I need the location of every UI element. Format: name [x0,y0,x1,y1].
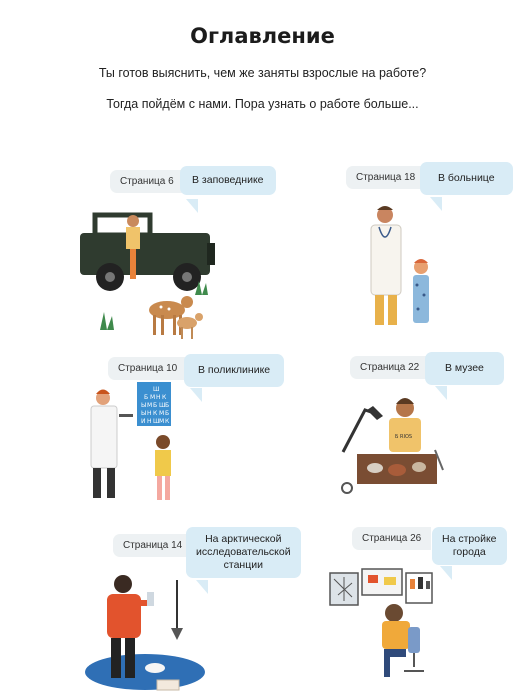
topic-line-2: исследовательской [196,546,291,559]
page-number-label: Страница 22 [350,356,429,379]
topic-label: В заповеднике [180,166,276,195]
eye-chart-letter: Ш [153,418,160,425]
eye-chart-letter: Ш [159,402,166,409]
eye-chart-letter: Б [165,410,170,417]
eye-chart-letter: Б [165,402,170,409]
page-number-label: Страница 26 [352,527,431,550]
page-number-label: Страница 6 [110,170,184,193]
eye-doctor-illustration [85,380,195,505]
museum-worker-illustration [335,390,445,500]
eye-chart-letter: Ы [141,410,147,417]
eye-chart-letter: М [147,402,153,409]
eye-chart-letter: К [162,394,167,401]
eye-chart-letter: Б [153,402,158,409]
doctor-child-illustration [355,205,445,335]
eye-chart-letter: Ы [141,402,147,409]
eye-chart-letter: М [150,394,156,401]
topic-label: В музее [425,352,504,385]
jeep-deer-illustration [75,205,245,345]
eye-chart-letter: И [141,418,146,425]
city-planner-illustration [328,565,443,680]
eye-chart-letter: М [159,410,165,417]
topic-line-1: На арктической [205,533,282,545]
arctic-researcher-illustration [85,570,205,695]
topic-line-1: На стройке [442,533,497,545]
eye-chart-letter: М [159,418,165,425]
eye-chart-letter: Н [156,394,161,401]
topic-line-2: города [452,546,486,559]
eye-chart-letter: Н [147,418,152,425]
intro-line-1: Ты готов выяснить, чем же заняты взрослые на работе? [98,66,427,80]
eye-chart-letter: Б [144,394,149,401]
topic-label: В поликлинике [184,354,284,387]
eye-chart-letter: К [165,418,170,425]
page-number-label: Страница 10 [108,357,187,380]
topic-label: В больнице [420,162,513,195]
intro-line-2: Тогда пойдём с нами. Пора узнать о работе больше... [106,97,419,111]
eye-chart-letter: Н [147,410,152,417]
page-number-label: Страница 18 [346,166,425,189]
shirt-print: Б RIOS [395,434,413,440]
topic-line-3: станции [223,559,263,572]
topic-label [432,527,507,565]
eye-chart-letter: К [153,410,158,417]
page-number-label: Страница 14 [113,534,192,557]
eye-chart-letter: Ш [153,386,160,393]
page-title: Оглавление [190,24,335,48]
